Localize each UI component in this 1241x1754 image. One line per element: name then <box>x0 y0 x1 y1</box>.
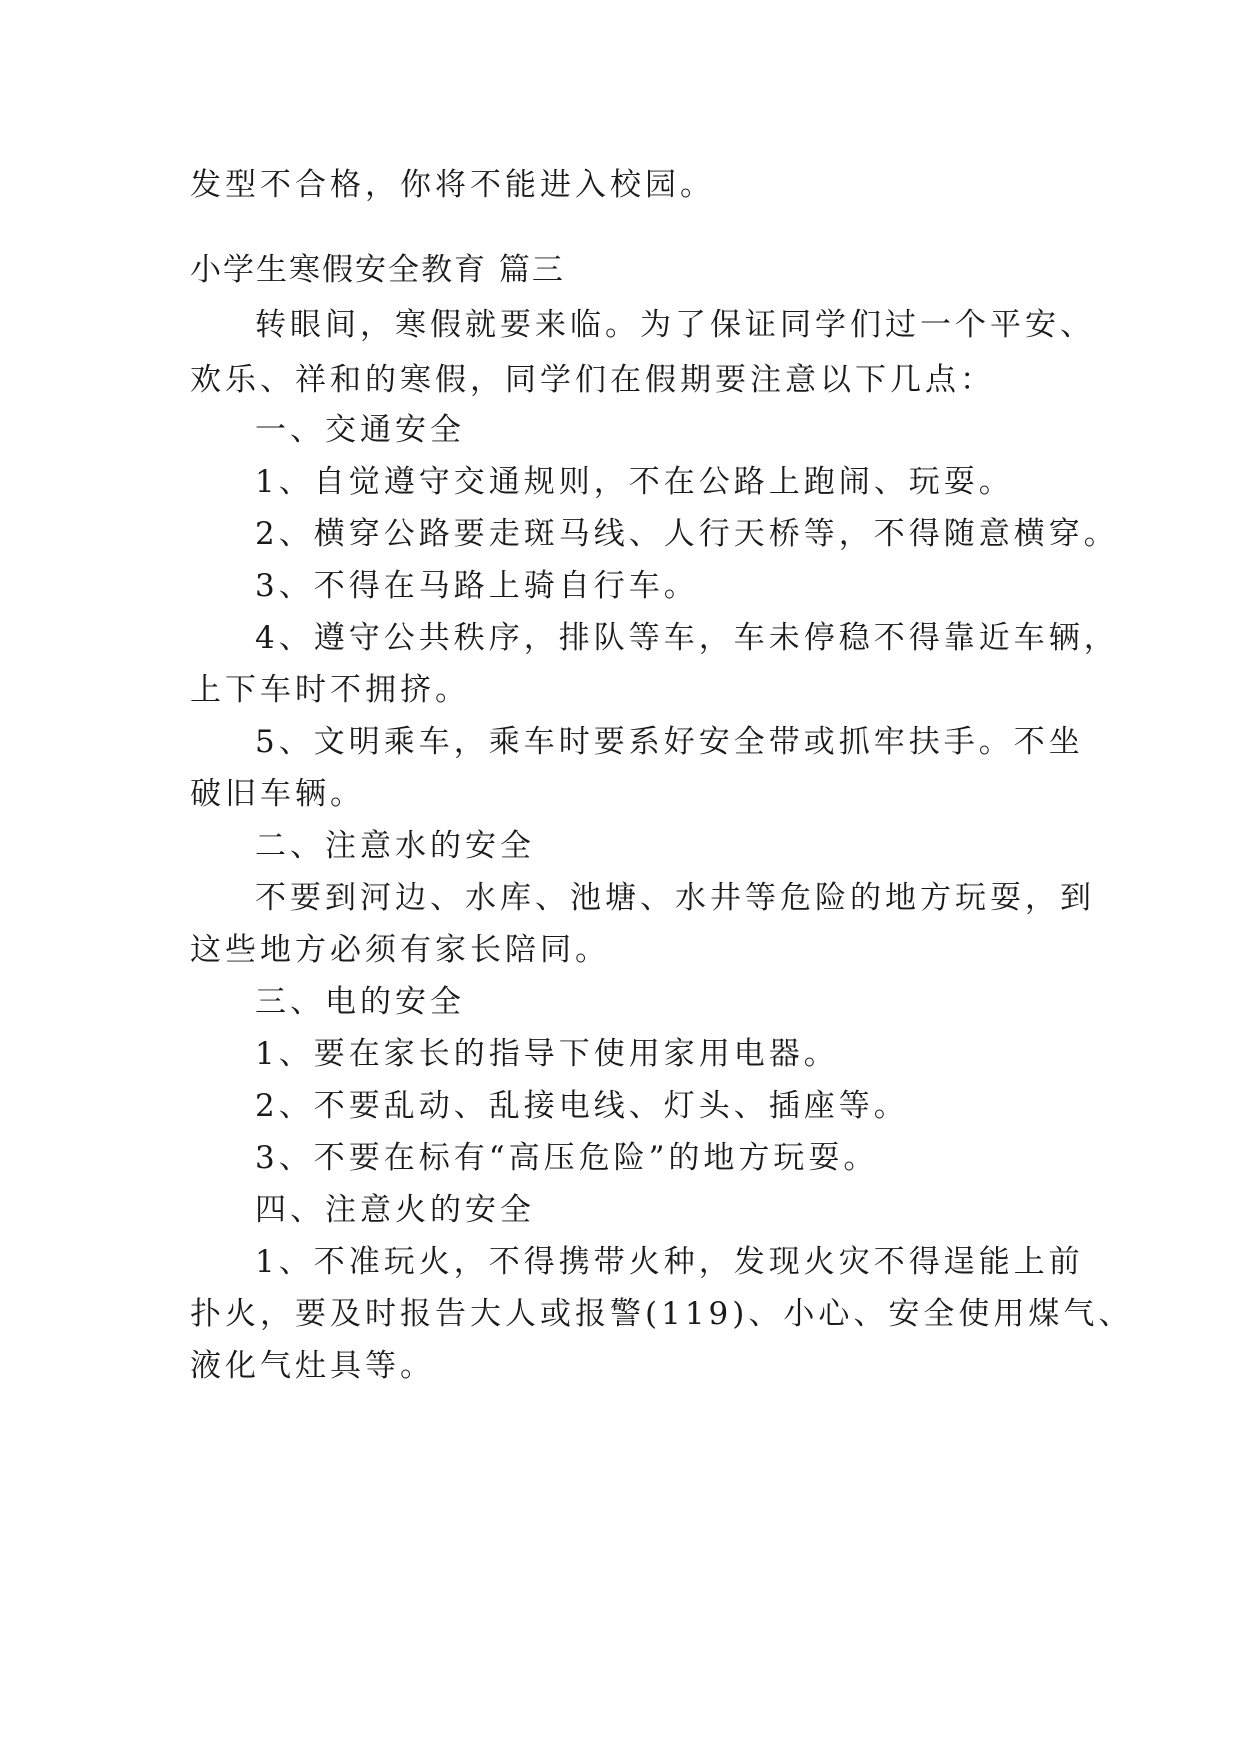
list-item: 2、横穿公路要走斑马线、人行天桥等，不得随意横穿。 <box>255 516 1119 552</box>
subheading-traffic: 一、交通安全 <box>255 412 465 448</box>
list-item: 5、文明乘车，乘车时要系好安全带或抓牢扶手。不坐 <box>255 724 1084 760</box>
intro-paragraph-line: 转眼间，寒假就要来临。为了保证同学们过一个平安、 <box>255 307 1095 343</box>
list-item: 2、不要乱动、乱接电线、灯头、插座等。 <box>255 1088 909 1124</box>
list-item: 1、要在家长的指导下使用家用电器。 <box>255 1036 839 1072</box>
list-item: 3、不要在标有“高压危险”的地方玩耍。 <box>255 1140 879 1176</box>
paragraph-continuation: 发型不合格，你将不能进入校园。 <box>190 167 715 203</box>
list-item: 1、不准玩火，不得携带火种，发现火灾不得逞能上前 <box>255 1244 1084 1280</box>
subheading-electricity: 三、电的安全 <box>255 984 465 1020</box>
intro-paragraph-line: 欢乐、祥和的寒假，同学们在假期要注意以下几点： <box>190 362 995 398</box>
list-item-continuation: 液化气灶具等。 <box>190 1348 435 1384</box>
subheading-fire: 四、注意火的安全 <box>255 1192 535 1228</box>
list-item: 1、自觉遵守交通规则，不在公路上跑闹、玩耍。 <box>255 464 1014 500</box>
list-item-continuation: 破旧车辆。 <box>190 776 365 812</box>
list-item: 4、遵守公共秩序，排队等车，车未停稳不得靠近车辆， <box>255 620 1119 656</box>
subheading-water: 二、注意水的安全 <box>255 828 535 864</box>
list-item-continuation: 扑火，要及时报告大人或报警(119)、小心、安全使用煤气、 <box>190 1296 1134 1332</box>
paragraph-line: 这些地方必须有家长陪同。 <box>190 932 610 968</box>
paragraph-line: 不要到河边、水库、池塘、水井等危险的地方玩耍，到 <box>255 880 1095 916</box>
list-item: 3、不得在马路上骑自行车。 <box>255 568 699 604</box>
list-item-continuation: 上下车时不拥挤。 <box>190 672 470 708</box>
section-title: 小学生寒假安全教育 篇三 <box>190 252 565 288</box>
